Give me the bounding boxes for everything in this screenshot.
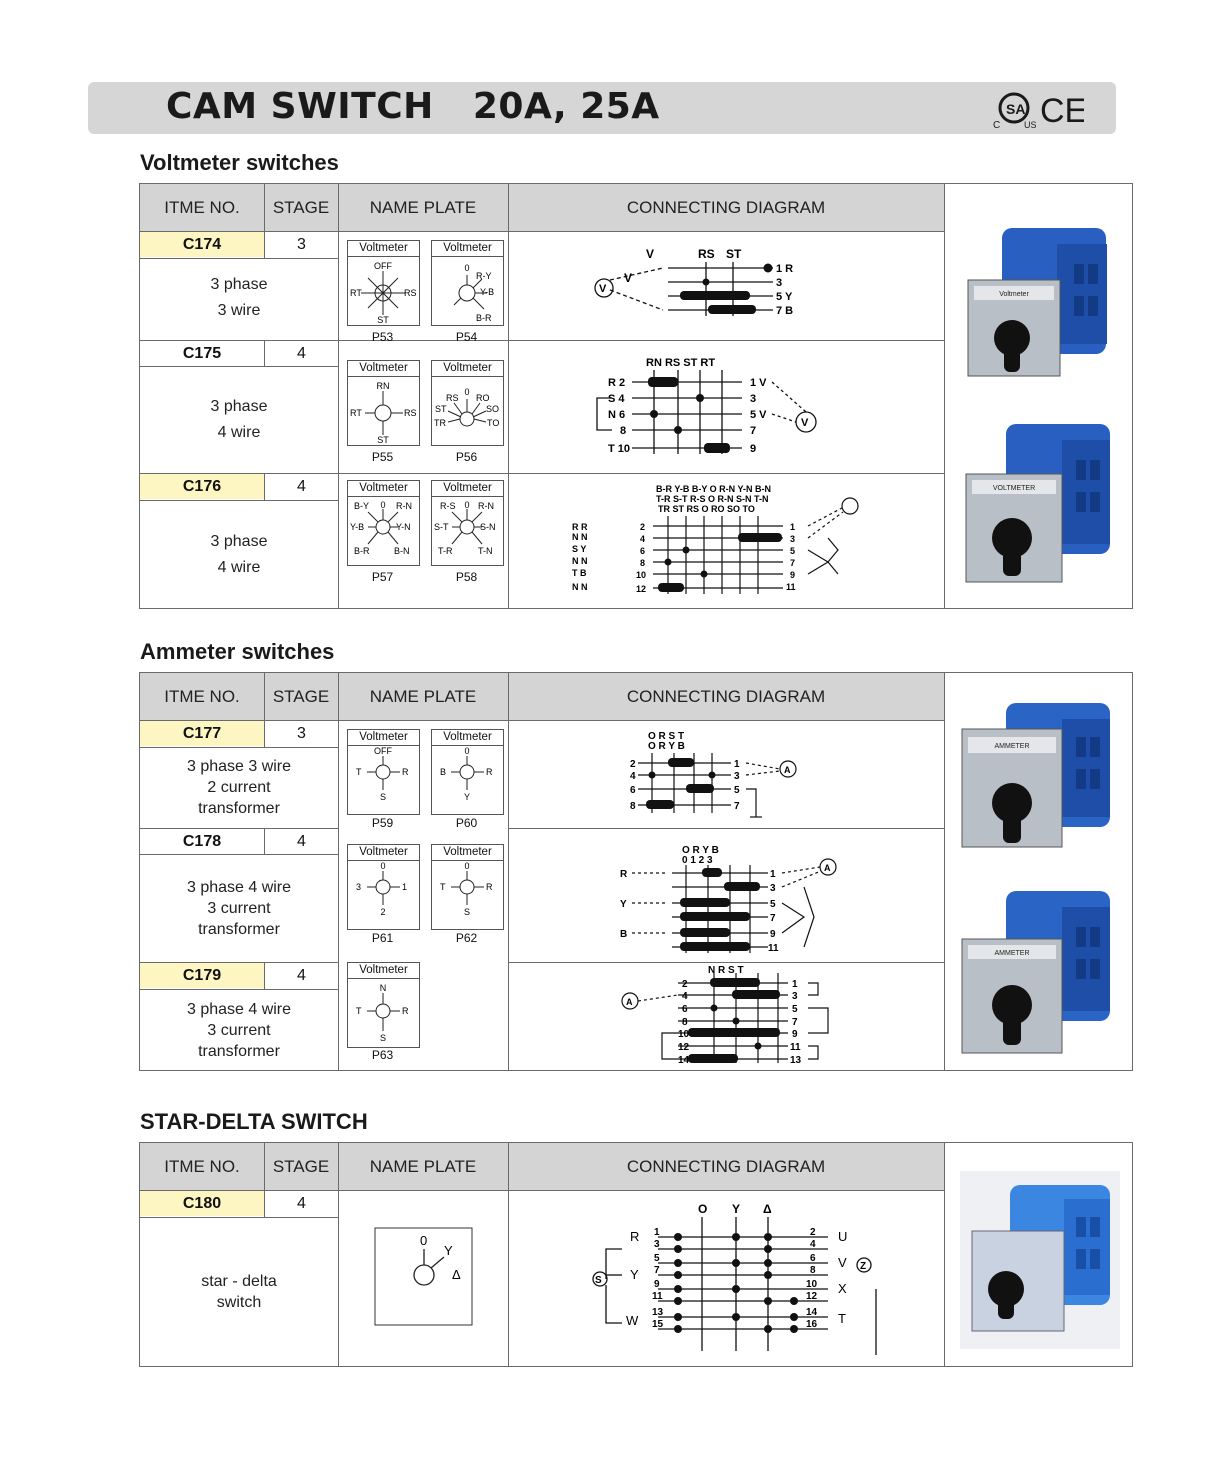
stage-value: 4 (297, 967, 306, 984)
svg-text:TO: TO (487, 418, 500, 428)
svg-text:AMMETER: AMMETER (994, 950, 1030, 957)
svg-text:B-R Y-B B-Y O R-N Y-N B-N: B-R Y-B B-Y O R-N Y-N B-N (656, 484, 772, 494)
svg-text:Y: Y (444, 1243, 453, 1258)
svg-text:R: R (402, 1006, 409, 1016)
svg-text:RS: RS (404, 288, 417, 298)
col-item-no: ITME NO. (164, 1157, 240, 1176)
col-connecting-diagram: CONNECTING DIAGRAM (626, 198, 826, 217)
svg-text:0: 0 (464, 500, 470, 510)
svg-text:5 V: 5 V (750, 409, 767, 421)
svg-text:5: 5 (654, 1253, 660, 1264)
svg-text:N 6: N 6 (608, 409, 626, 421)
name-plate-p56: Voltmeter 0 RS RO ST SO TR TO (431, 360, 504, 446)
row-description: 3 phase 3 wire 2 current transformer (186, 758, 292, 817)
svg-text:S: S (595, 1275, 602, 1286)
svg-text:2: 2 (630, 759, 636, 770)
plate-code: P61 (371, 931, 394, 945)
svg-text:B-R: B-R (354, 546, 370, 556)
svg-text:Y: Y (630, 1267, 639, 1282)
svg-text:T: T (440, 882, 446, 892)
star-delta-section-heading: STAR-DELTA SWITCH (140, 1109, 368, 1134)
svg-text:4: 4 (682, 991, 688, 1002)
svg-text:5: 5 (792, 1004, 798, 1015)
svg-text:RT: RT (350, 288, 362, 298)
ammeter-section-heading: Ammeter switches (140, 639, 335, 664)
svg-text:15: 15 (652, 1319, 664, 1330)
svg-text:US: US (1024, 120, 1036, 130)
svg-text:R-Y: R-Y (476, 271, 492, 281)
svg-text:0: 0 (464, 746, 470, 756)
col-name-plate: NAME PLATE (369, 1157, 477, 1176)
svg-text:RT: RT (350, 408, 362, 418)
svg-text:0: 0 (380, 500, 386, 510)
svg-text:1: 1 (792, 979, 798, 990)
svg-text:3: 3 (734, 771, 740, 782)
svg-text:7: 7 (792, 1017, 798, 1028)
item-no: C180 (140, 1191, 264, 1216)
svg-text:1: 1 (402, 882, 408, 892)
svg-text:9: 9 (790, 570, 796, 580)
ammeter-table (139, 672, 1133, 1071)
svg-text:S: S (463, 907, 471, 917)
svg-text:B-Y: B-Y (354, 501, 370, 511)
svg-text:3: 3 (792, 991, 798, 1002)
svg-text:7: 7 (770, 913, 776, 924)
svg-text:B: B (440, 767, 447, 777)
stage-value: 4 (297, 345, 306, 362)
svg-text:VOLTMETER: VOLTMETER (992, 485, 1036, 492)
svg-text:1: 1 (770, 869, 776, 880)
svg-text:11: 11 (786, 582, 796, 592)
svg-text:1 V: 1 V (750, 377, 767, 389)
col-item-no: ITME NO. (164, 687, 240, 706)
svg-text:R: R (620, 869, 628, 880)
svg-text:1: 1 (734, 759, 740, 770)
svg-text:T 10: T 10 (608, 443, 631, 455)
item-no: C177 (140, 721, 264, 746)
svg-text:6: 6 (810, 1253, 816, 1264)
svg-text:RN: RN (376, 381, 390, 391)
svg-text:T: T (838, 1311, 846, 1326)
svg-text:Y-N: Y-N (396, 522, 411, 532)
svg-text:O R Y B: O R Y B (648, 741, 685, 752)
name-plate-star-delta (374, 1227, 474, 1327)
svg-text:U: U (838, 1229, 848, 1244)
voltmeter-switch-photo-2 (962, 416, 1120, 596)
svg-text:N N: N N (572, 532, 588, 542)
voltmeter-table (139, 183, 1133, 609)
svg-text:0: 0 (464, 263, 470, 273)
plate-code: P54 (455, 330, 478, 344)
svg-text:V: V (838, 1255, 847, 1270)
svg-text:9: 9 (750, 443, 757, 455)
svg-text:R: R (486, 882, 493, 892)
name-plate-p58: Voltmeter 0 R-S R-N S-T S-N T-R T-N (431, 480, 504, 566)
svg-text:3: 3 (770, 883, 776, 894)
col-name-plate: NAME PLATE (369, 198, 477, 217)
plate-code: P53 (371, 330, 394, 344)
connecting-diagram-c180 (588, 1199, 888, 1359)
svg-text:12: 12 (806, 1291, 818, 1302)
svg-text:TR ST RS O RO SO TO: TR ST RS O RO SO TO (658, 504, 755, 514)
name-plate-p60: Voltmeter 0 B R Y (431, 729, 504, 815)
table-header (140, 673, 944, 721)
svg-text:Z: Z (860, 1261, 867, 1272)
plate-code: P56 (455, 450, 478, 464)
svg-text:11: 11 (652, 1291, 663, 1302)
svg-text:5: 5 (790, 546, 796, 556)
csa-cert-icon (992, 90, 1036, 135)
svg-text:T-R S-T R-S O R-N S-N T-N: T-R S-T R-S O R-N S-N T-N (656, 494, 769, 504)
svg-text:Voltmeter: Voltmeter (999, 291, 1029, 298)
svg-text:13: 13 (652, 1307, 664, 1318)
svg-text:7: 7 (654, 1265, 660, 1276)
item-no: C179 (140, 963, 264, 988)
connecting-diagram-c179 (618, 965, 848, 1067)
svg-text:S-N: S-N (480, 522, 496, 532)
svg-text:Y: Y (463, 792, 471, 802)
svg-text:ST: ST (377, 435, 389, 445)
name-plate-p61: Voltmeter 0 3 1 2 (347, 844, 420, 930)
col-item-no: ITME NO. (164, 198, 240, 217)
svg-text:8: 8 (640, 558, 646, 568)
svg-text:12: 12 (678, 1042, 690, 1053)
svg-text:6: 6 (630, 785, 636, 796)
svg-text:Y-B: Y-B (480, 287, 495, 297)
connecting-diagram-c176 (568, 482, 868, 606)
connecting-diagram-c175 (592, 356, 832, 462)
name-plate-p54: Voltmeter 0 R-Y Y-B B-R (431, 240, 504, 326)
svg-text:14: 14 (806, 1307, 818, 1318)
svg-text:CE: CE (1040, 92, 1084, 130)
svg-text:ST: ST (726, 247, 742, 261)
svg-text:ST: ST (377, 315, 389, 325)
svg-text:11: 11 (768, 943, 779, 954)
svg-text:T B: T B (572, 568, 587, 578)
name-plate-p57: Voltmeter 0 B-Y R-N Y-B Y-N B-R B-N (347, 480, 420, 566)
col-stage: STAGE (272, 687, 330, 706)
svg-text:A: A (824, 863, 831, 873)
svg-text:B-R: B-R (476, 313, 492, 323)
row-description: 3 phase 4 wire (210, 533, 268, 576)
svg-text:3: 3 (654, 1239, 660, 1250)
svg-text:1 R: 1 R (776, 263, 794, 275)
svg-text:8: 8 (682, 1017, 688, 1028)
svg-text:X: X (838, 1281, 847, 1296)
svg-text:4: 4 (810, 1239, 816, 1250)
svg-text:R-N: R-N (478, 501, 494, 511)
table-header (140, 1143, 944, 1191)
svg-text:4: 4 (630, 771, 636, 782)
row-description: 3 phase 4 wire 3 current transformer (186, 1001, 292, 1060)
svg-text:6: 6 (640, 546, 646, 556)
svg-text:3: 3 (790, 534, 796, 544)
svg-text:2: 2 (640, 522, 646, 532)
row-description: 3 phase 3 wire (210, 276, 268, 319)
plate-code: P63 (371, 1048, 394, 1062)
svg-text:S: S (379, 792, 387, 802)
svg-text:N N: N N (572, 582, 588, 592)
svg-text:10: 10 (806, 1279, 818, 1290)
svg-text:ST: ST (435, 404, 447, 414)
star-delta-table (139, 1142, 1133, 1367)
svg-text:R: R (630, 1229, 640, 1244)
svg-text:2: 2 (810, 1227, 816, 1238)
plate-code: P59 (371, 816, 394, 830)
svg-text:N R S T: N R S T (708, 965, 744, 976)
svg-text:SA: SA (1006, 101, 1026, 117)
item-no: C175 (182, 345, 222, 362)
svg-text:14: 14 (678, 1055, 690, 1066)
star-delta-switch-photo (960, 1171, 1120, 1349)
svg-text:T-N: T-N (478, 546, 493, 556)
svg-text:Y-B: Y-B (350, 522, 365, 532)
row-description: 3 phase 4 wire 3 current transformer (186, 879, 292, 938)
svg-text:C: C (993, 120, 1001, 130)
svg-text:R 2: R 2 (608, 377, 626, 389)
item-no: C174 (140, 232, 264, 257)
svg-text:0: 0 (464, 861, 470, 871)
svg-text:O R S T: O R S T (648, 731, 685, 742)
voltmeter-switch-photo-1 (962, 224, 1120, 394)
svg-text:TR: TR (434, 418, 446, 428)
svg-text:0: 0 (464, 387, 470, 397)
svg-text:8: 8 (620, 425, 627, 437)
svg-text:T: T (356, 767, 362, 777)
svg-text:N N: N N (572, 556, 588, 566)
svg-text:5: 5 (734, 785, 740, 796)
svg-text:6: 6 (682, 1004, 688, 1015)
svg-text:3: 3 (356, 882, 362, 892)
svg-text:OFF: OFF (374, 261, 392, 271)
name-plate-p53: Voltmeter OFF RT RS ST (347, 240, 420, 326)
name-plate-p62: Voltmeter 0 T R S (431, 844, 504, 930)
svg-text:SO: SO (486, 404, 500, 414)
svg-text:W: W (626, 1313, 639, 1328)
svg-text:10: 10 (678, 1029, 690, 1040)
svg-text:2: 2 (682, 979, 688, 990)
svg-text:16: 16 (806, 1319, 818, 1330)
plate-code: P55 (371, 450, 394, 464)
item-no: C176 (140, 474, 264, 499)
stage-value: 3 (297, 725, 306, 742)
svg-text:A: A (784, 765, 791, 775)
svg-text:B-N: B-N (394, 546, 410, 556)
svg-text:A: A (626, 997, 633, 1007)
name-plate-p55: Voltmeter RN RT RS ST (347, 360, 420, 446)
svg-text:R: R (486, 767, 493, 777)
stage-value: 3 (297, 236, 306, 253)
svg-text:8: 8 (810, 1265, 816, 1276)
page-title: CAM SWITCH 20A, 25A (166, 86, 660, 127)
svg-text:RS: RS (446, 393, 459, 403)
connecting-diagram-c174 (588, 244, 818, 324)
svg-text:T: T (356, 1006, 362, 1016)
svg-text:7: 7 (790, 558, 796, 568)
svg-text:8: 8 (630, 801, 636, 812)
svg-text:10: 10 (636, 570, 647, 580)
svg-text:OFF: OFF (374, 746, 392, 756)
svg-text:1: 1 (790, 522, 796, 532)
svg-text:V: V (646, 247, 655, 261)
plate-code: P60 (455, 816, 478, 830)
svg-text:S Y: S Y (572, 544, 587, 554)
col-connecting-diagram: CONNECTING DIAGRAM (626, 687, 826, 706)
table-header (140, 184, 944, 232)
connecting-diagram-c177 (616, 729, 816, 823)
svg-text:Y: Y (732, 1202, 741, 1216)
svg-text:R R: R R (572, 522, 588, 532)
svg-text:O R Y B: O R Y B (682, 845, 719, 856)
svg-text:3: 3 (750, 393, 757, 405)
ce-mark-icon (1040, 90, 1084, 135)
svg-text:Y: Y (620, 899, 627, 910)
svg-text:13: 13 (790, 1055, 802, 1066)
svg-text:R-S: R-S (440, 501, 456, 511)
svg-text:V: V (599, 283, 607, 295)
svg-text:R: R (402, 767, 409, 777)
svg-text:B: B (620, 929, 628, 940)
plate-code: P57 (371, 570, 394, 584)
svg-text:S-T: S-T (434, 522, 449, 532)
svg-text:7: 7 (734, 801, 740, 812)
svg-text:RO: RO (476, 393, 490, 403)
name-plate-p63: Voltmeter N T R S (347, 962, 420, 1048)
svg-text:V: V (624, 271, 633, 285)
svg-text:5 Y: 5 Y (776, 291, 793, 303)
svg-text:AMMETER: AMMETER (994, 743, 1030, 750)
svg-text:0 1 2 3: 0 1 2 3 (682, 855, 713, 866)
svg-text:0: 0 (420, 1233, 428, 1248)
svg-text:N: N (379, 983, 387, 993)
plate-code: P58 (455, 570, 478, 584)
name-plate-p59: Voltmeter OFF T R S (347, 729, 420, 815)
svg-text:3: 3 (776, 277, 783, 289)
svg-text:RN RS ST RT: RN RS ST RT (646, 357, 716, 369)
col-connecting-diagram: CONNECTING DIAGRAM (626, 1157, 826, 1176)
svg-text:9: 9 (654, 1279, 660, 1290)
svg-text:9: 9 (770, 929, 776, 940)
svg-text:9: 9 (792, 1029, 798, 1040)
svg-text:R-N: R-N (396, 501, 412, 511)
col-stage: STAGE (272, 1157, 330, 1176)
svg-text:O: O (698, 1202, 708, 1216)
connecting-diagram-c178 (618, 845, 848, 957)
svg-text:7: 7 (750, 425, 757, 437)
svg-text:S 4: S 4 (608, 393, 625, 405)
row-description: star - delta switch (201, 1273, 277, 1311)
plate-code: P62 (455, 931, 478, 945)
svg-text:11: 11 (790, 1042, 801, 1053)
stage-value: 4 (297, 833, 306, 850)
svg-text:RS: RS (404, 408, 417, 418)
voltmeter-section-heading: Voltmeter switches (140, 150, 339, 175)
item-no: C178 (182, 833, 222, 850)
col-stage: STAGE (272, 198, 330, 217)
title-banner (88, 82, 1116, 134)
svg-text:0: 0 (380, 861, 386, 871)
svg-text:5: 5 (770, 899, 776, 910)
stage-value: 4 (297, 478, 306, 495)
row-description: 3 phase 4 wire (210, 398, 268, 441)
ammeter-switch-photo-2 (958, 887, 1120, 1063)
svg-text:1: 1 (654, 1227, 660, 1238)
svg-text:7 B: 7 B (776, 305, 794, 317)
col-name-plate: NAME PLATE (369, 687, 477, 706)
svg-text:T-R: T-R (438, 546, 453, 556)
svg-text:V: V (801, 417, 809, 429)
stage-value: 4 (297, 1195, 306, 1212)
svg-text:Δ: Δ (763, 1202, 772, 1216)
svg-text:2: 2 (380, 907, 386, 917)
svg-text:Δ: Δ (452, 1267, 461, 1282)
svg-text:4: 4 (640, 534, 646, 544)
ammeter-switch-photo-1 (958, 699, 1120, 871)
svg-text:RS: RS (698, 247, 715, 261)
svg-text:S: S (379, 1033, 387, 1043)
svg-text:12: 12 (636, 584, 647, 594)
